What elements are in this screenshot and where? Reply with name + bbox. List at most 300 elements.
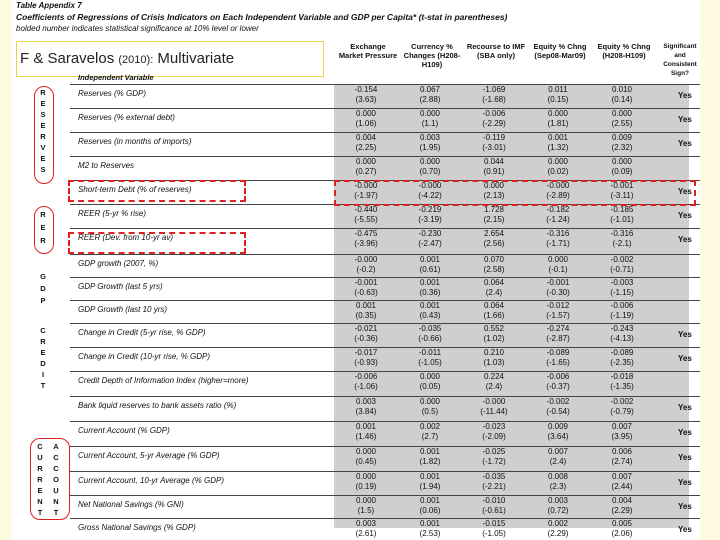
coefficient: -0.002 [610, 255, 634, 264]
t-stat: (0.35) [355, 311, 377, 320]
t-stat: (-1.24) [546, 215, 570, 224]
column-header-6: Significant and Consistent Sign? [663, 43, 697, 77]
t-stat: (-2.1) [612, 239, 632, 248]
coefficient: 0.002 [547, 519, 569, 528]
highlight-short-term-debt-values [334, 180, 696, 206]
group-letter-reserves: V [40, 143, 46, 152]
row-label: Change in Credit (10-yr rise, % GDP) [78, 352, 211, 361]
table-cell [590, 85, 654, 105]
coefficient: 0.001 [419, 301, 441, 310]
group-letter-credit: C [40, 326, 46, 335]
table-cell [398, 85, 462, 105]
table-cell [334, 85, 398, 105]
column-header-3: Recourse to IMF (SBA only) [466, 42, 526, 60]
table-cell [590, 447, 654, 467]
group-letter-reserves: E [40, 154, 46, 163]
t-stat: (-0.66) [418, 334, 442, 343]
group-letter-gdp: P [40, 296, 46, 305]
t-stat: (0.27) [355, 167, 377, 176]
table-cell [462, 472, 526, 492]
coefficient: 0.004 [355, 133, 377, 142]
table-cell [334, 301, 398, 321]
table-cell [526, 205, 590, 225]
significance-flag: Yes [678, 211, 692, 220]
t-stat: (2.13) [483, 191, 505, 200]
t-stat: (1.5) [357, 506, 375, 515]
coefficient: -0.006 [610, 301, 634, 310]
group-letter-current: N [37, 497, 43, 506]
coefficient: -0.316 [546, 229, 570, 238]
table-cell [398, 278, 462, 298]
table-cell [590, 372, 654, 392]
table-cell [462, 324, 526, 344]
t-stat: (0.72) [547, 506, 569, 515]
table-cell [590, 133, 654, 153]
coefficient: -0.035 [418, 324, 442, 333]
table-cell [462, 229, 526, 249]
table-cell [526, 301, 590, 321]
table-cell [398, 519, 462, 539]
group-letter-reserves: E [40, 121, 46, 130]
coefficient: 0.210 [483, 348, 505, 357]
t-stat: (2.25) [355, 143, 377, 152]
coefficient: 0.000 [355, 157, 377, 166]
t-stat: (-2.29) [482, 119, 506, 128]
t-stat: (-0.1) [548, 265, 568, 274]
row-label: GDP growth (2007, %) [78, 259, 159, 268]
table-label: Table Appendix 7 [16, 1, 82, 10]
table-cell [462, 133, 526, 153]
table-cell [398, 324, 462, 344]
coefficient: -0.185 [610, 205, 634, 214]
table-cell [398, 205, 462, 225]
t-stat: (1.66) [483, 311, 505, 320]
coefficient: 0.011 [548, 85, 568, 94]
coefficient: 0.000 [611, 157, 633, 166]
t-stat: (0.91) [483, 167, 505, 176]
coefficient: 0.007 [611, 422, 633, 431]
coefficient: -0.475 [354, 229, 378, 238]
t-stat: (-1.72) [482, 457, 506, 466]
table-cell [398, 109, 462, 129]
group-letter-current: C [37, 442, 43, 451]
highlight-rer-group [34, 206, 54, 254]
t-stat: (-0.30) [546, 288, 570, 297]
coefficient: 0.001 [419, 519, 441, 528]
table-cell [590, 255, 654, 275]
row-label: GDP Growth (last 10 yrs) [78, 305, 168, 314]
table-cell [334, 519, 398, 539]
t-stat: (2.74) [611, 457, 633, 466]
coefficient: -0.015 [482, 519, 506, 528]
t-stat: (-1.97) [354, 191, 378, 200]
t-stat: (-2.09) [482, 432, 506, 441]
overlay-authors: F & Saravelos [20, 50, 115, 67]
table-cell [462, 85, 526, 105]
independent-variable-label: Independent Variable [78, 73, 154, 82]
row-label: Gross National Savings (% GDP) [78, 523, 196, 532]
group-letter-gdp: D [40, 284, 46, 293]
table-cell [398, 133, 462, 153]
t-stat: (0.19) [355, 482, 377, 491]
coefficient: -0.012 [546, 301, 570, 310]
significance-flag: Yes [678, 330, 692, 339]
row-label: Bank liquid reserves to bank assets ratio (%) [78, 401, 237, 410]
table-cell [462, 422, 526, 442]
coefficient: -0.440 [354, 205, 378, 214]
coefficient: 0.003 [355, 519, 377, 528]
table-cell [398, 255, 462, 275]
coefficient: 0.001 [419, 278, 441, 287]
t-stat: (-2.89) [546, 191, 570, 200]
significance-flag: Yes [678, 91, 692, 100]
coefficient: -0.000 [418, 181, 442, 190]
coefficient: 0.000 [419, 397, 441, 406]
table-cell [462, 301, 526, 321]
group-letter-reserves: R [40, 88, 46, 97]
table-cell [526, 109, 590, 129]
coefficient: 0.009 [611, 133, 633, 142]
coefficient: 0.000 [611, 109, 633, 118]
coefficient: -0.002 [546, 397, 570, 406]
significance-flag: Yes [678, 235, 692, 244]
table-cell [398, 397, 462, 417]
group-letter-current: E [37, 486, 43, 495]
table-cell [334, 472, 398, 492]
table-cell [398, 301, 462, 321]
t-stat: (2.58) [483, 265, 505, 274]
table-cell [526, 397, 590, 417]
t-stat: (0.14) [611, 95, 633, 104]
table-cell [398, 348, 462, 368]
group-letter-reserves: E [40, 99, 46, 108]
coefficient: 0.000 [547, 255, 569, 264]
t-stat: (3.63) [355, 95, 377, 104]
coefficient: 0.224 [483, 372, 505, 381]
table-cell [590, 278, 654, 298]
t-stat: (-1.19) [610, 311, 634, 320]
table-cell [398, 372, 462, 392]
coefficient: -0.023 [482, 422, 506, 431]
left-margin-bar [0, 0, 12, 540]
t-stat: (3.84) [355, 407, 377, 416]
coefficient: 0.000 [355, 109, 377, 118]
group-letter-current: T [37, 508, 43, 517]
overlay-year: (2010): [118, 54, 154, 66]
column-header-1: Exchange Market Pressure [338, 42, 398, 60]
coefficient: -0.000 [546, 181, 570, 190]
table-cell [462, 109, 526, 129]
table-cell [526, 372, 590, 392]
t-stat: (2.29) [611, 506, 633, 515]
table-cell [590, 496, 654, 516]
table-cell [590, 205, 654, 225]
t-stat: (-1.05) [482, 529, 506, 538]
coefficient: 0.070 [483, 255, 505, 264]
group-letter-current: R [37, 475, 43, 484]
coefficient: 0.001 [355, 301, 377, 310]
row-label: Short-term Debt (% of reserves) [78, 185, 192, 194]
coefficient: 0.552 [483, 324, 505, 333]
group-letter-account: T [53, 508, 59, 517]
table-cell [462, 519, 526, 539]
significance-flag: Yes [678, 502, 692, 511]
t-stat: (0.02) [547, 167, 569, 176]
coefficient: 0.064 [483, 301, 505, 310]
group-letter-credit: E [40, 348, 46, 357]
table-cell [334, 422, 398, 442]
table-cell [590, 109, 654, 129]
t-stat: (-1.15) [610, 288, 634, 297]
group-letter-account: C [53, 464, 59, 473]
t-stat: (2.44) [611, 482, 633, 491]
coefficient: -0.219 [418, 205, 442, 214]
coefficient: 0.000 [419, 372, 441, 381]
coefficient: -0.003 [610, 278, 634, 287]
coefficient: 0.007 [547, 447, 569, 456]
table-cell [526, 472, 590, 492]
table-cell [334, 447, 398, 467]
t-stat: (2.7) [421, 432, 439, 441]
table-cell [526, 422, 590, 442]
coefficient: -0.006 [354, 372, 378, 381]
coefficient: -0.035 [482, 472, 506, 481]
coefficient: 0.000 [355, 447, 377, 456]
table-cell [462, 278, 526, 298]
column-header-2: Currency % Changes (H208-H109) [403, 42, 461, 69]
t-stat: (2.06) [611, 529, 633, 538]
coefficient: 1.728 [483, 205, 505, 214]
coefficient: -0.154 [354, 85, 378, 94]
table-cell [462, 157, 526, 177]
coefficient: -0.089 [610, 348, 634, 357]
row-label: Reserves (% GDP) [78, 89, 147, 98]
coefficient: -0.000 [482, 397, 506, 406]
table-cell [462, 205, 526, 225]
significance-flag: Yes [678, 478, 692, 487]
t-stat: (3.95) [611, 432, 633, 441]
coefficient: -0.243 [610, 324, 634, 333]
coefficient: -0.006 [482, 109, 506, 118]
group-letter-account: O [53, 475, 59, 484]
t-stat: (2.4) [485, 382, 503, 391]
t-stat: (-0.54) [546, 407, 570, 416]
table-cell [334, 205, 398, 225]
significance-flag: Yes [678, 453, 692, 462]
coefficient: 0.002 [419, 422, 441, 431]
coefficient: 0.008 [547, 472, 569, 481]
t-stat: (1.46) [355, 432, 377, 441]
row-label: Reserves (% external debt) [78, 113, 175, 122]
coefficient: 0.000 [355, 496, 377, 505]
t-stat: (0.61) [419, 265, 441, 274]
t-stat: (0.06) [419, 506, 441, 515]
table-title: Coefficients of Regressions of Crisis Indicators on Each Independent Variable and GDP per Capita* (t-stat in parentheses) [16, 12, 508, 22]
table-cell [590, 157, 654, 177]
table-cell [334, 157, 398, 177]
t-stat: (0.70) [419, 167, 441, 176]
coefficient: -0.089 [546, 348, 570, 357]
t-stat: (-4.22) [418, 191, 442, 200]
coefficient: -0.018 [610, 372, 634, 381]
table-cell [526, 157, 590, 177]
table-cell [590, 397, 654, 417]
coefficient: -0.119 [482, 133, 506, 142]
table-cell [334, 348, 398, 368]
table-cell [590, 324, 654, 344]
t-stat: (-1.35) [610, 382, 634, 391]
row-label: GDP Growth (last 5 yrs) [78, 282, 163, 291]
row-label: REER (Dev. from 10-yr av) [78, 233, 173, 242]
row-label: M2 to Reserves [78, 161, 135, 170]
t-stat: (-5.55) [354, 215, 378, 224]
table-cell [590, 519, 654, 539]
coefficient: 0.001 [547, 133, 569, 142]
coefficient: 0.001 [419, 496, 441, 505]
t-stat: (1.95) [419, 143, 441, 152]
t-stat: (-2.35) [610, 358, 634, 367]
t-stat: (2.4) [549, 457, 567, 466]
coefficient: -0.017 [354, 348, 378, 357]
coefficient: -0.002 [610, 397, 634, 406]
table-cell [590, 472, 654, 492]
table-cell [398, 229, 462, 249]
coefficient: -0.010 [482, 496, 506, 505]
t-stat: (1.1) [421, 119, 439, 128]
table-cell [398, 447, 462, 467]
t-stat: (1.82) [419, 457, 441, 466]
significance-flag: Yes [678, 525, 692, 534]
table-cell [462, 397, 526, 417]
group-letter-account: C [53, 453, 59, 462]
coefficient: -1.069 [482, 85, 506, 94]
t-stat: (0.43) [419, 311, 441, 320]
row-label: REER (5-yr % rise) [78, 209, 147, 218]
t-stat: (3.64) [547, 432, 569, 441]
coefficient: 0.003 [547, 496, 569, 505]
row-label: Current Account, 5-yr Average (% GDP) [78, 451, 220, 460]
table-note: bolded number indicates statistical significance at 10% level or lower [16, 24, 259, 33]
row-label: Net National Savings (% GNI) [78, 500, 184, 509]
table-cell [526, 85, 590, 105]
table-cell [526, 348, 590, 368]
coefficient: -0.001 [354, 278, 378, 287]
t-stat: (0.5) [421, 407, 439, 416]
significance-flag: Yes [678, 354, 692, 363]
table-cell [590, 301, 654, 321]
t-stat: (1.94) [419, 482, 441, 491]
table-cell [334, 278, 398, 298]
coefficient: -0.011 [418, 348, 442, 357]
table-cell [334, 255, 398, 275]
group-letter-current: U [37, 453, 43, 462]
t-stat: (-1.71) [546, 239, 570, 248]
table-cell [462, 372, 526, 392]
t-stat: (2.56) [483, 239, 505, 248]
coefficient: -0.274 [546, 324, 570, 333]
coefficient: 0.000 [419, 109, 441, 118]
coefficient: -0.025 [482, 447, 506, 456]
table-cell [462, 255, 526, 275]
row-label: Credit Depth of Information Index (higher=more) [78, 376, 249, 385]
group-letter-rer: R [40, 236, 46, 245]
group-letter-account: N [53, 497, 59, 506]
highlight-current-account-group [30, 438, 70, 520]
table-cell [526, 447, 590, 467]
coefficient: 0.006 [611, 447, 633, 456]
table-cell [334, 372, 398, 392]
coefficient: -0.001 [546, 278, 570, 287]
t-stat: (-0.37) [546, 382, 570, 391]
t-stat: (2.88) [419, 95, 441, 104]
t-stat: (0.15) [547, 95, 569, 104]
t-stat: (1.06) [355, 119, 377, 128]
t-stat: (-1.65) [546, 358, 570, 367]
table-cell [526, 255, 590, 275]
coefficient: 0.000 [355, 472, 377, 481]
t-stat: (-1.57) [546, 311, 570, 320]
table-cell [526, 133, 590, 153]
group-letter-reserves: S [40, 110, 46, 119]
table-cell [462, 348, 526, 368]
overlay-kind: Multivariate [157, 50, 235, 67]
group-letter-rer: E [40, 223, 46, 232]
t-stat: (0.05) [419, 382, 441, 391]
group-letter-account: U [53, 486, 59, 495]
t-stat: (-1.06) [354, 382, 378, 391]
t-stat: (-1.68) [482, 95, 506, 104]
t-stat: (2.3) [549, 482, 567, 491]
t-stat: (2.32) [611, 143, 633, 152]
t-stat: (2.15) [483, 215, 505, 224]
t-stat: (-0.63) [354, 288, 378, 297]
table-cell [590, 229, 654, 249]
t-stat: (-1.05) [418, 358, 442, 367]
coefficient: -0.021 [354, 324, 378, 333]
coefficient: -0.230 [418, 229, 442, 238]
coefficient: 0.001 [355, 422, 377, 431]
coefficient: 0.003 [355, 397, 377, 406]
t-stat: (-0.61) [482, 506, 506, 515]
coefficient: 0.001 [419, 447, 441, 456]
coefficient: -0.182 [546, 205, 570, 214]
table-cell [526, 278, 590, 298]
row-label: Reserves (in months of imports) [78, 137, 192, 146]
table-cell [526, 496, 590, 516]
t-stat: (1.81) [547, 119, 569, 128]
t-stat: (-2.21) [482, 482, 506, 491]
row-label: Current Account, 10-yr Average (% GDP) [78, 476, 224, 485]
group-letter-credit: R [40, 337, 46, 346]
group-letter-current: R [37, 464, 43, 473]
column-header-4: Equity % Chng (Sep08-Mar09) [533, 42, 587, 60]
table-cell [334, 109, 398, 129]
coefficient: 0.004 [611, 496, 633, 505]
column-header-5: Equity % Chng (H208-H109) [597, 42, 651, 60]
t-stat: (2.4) [485, 288, 503, 297]
t-stat: (-0.36) [354, 334, 378, 343]
significance-flag: Yes [678, 187, 692, 196]
group-letter-credit: I [41, 370, 45, 379]
table-cell [334, 133, 398, 153]
group-letter-credit: T [40, 381, 46, 390]
t-stat: (2.53) [419, 529, 441, 538]
t-stat: (-0.71) [610, 265, 634, 274]
coefficient: 0.044 [483, 157, 505, 166]
group-letter-gdp: G [40, 272, 46, 281]
t-stat: (2.61) [355, 529, 377, 538]
group-letter-account: A [53, 442, 59, 451]
